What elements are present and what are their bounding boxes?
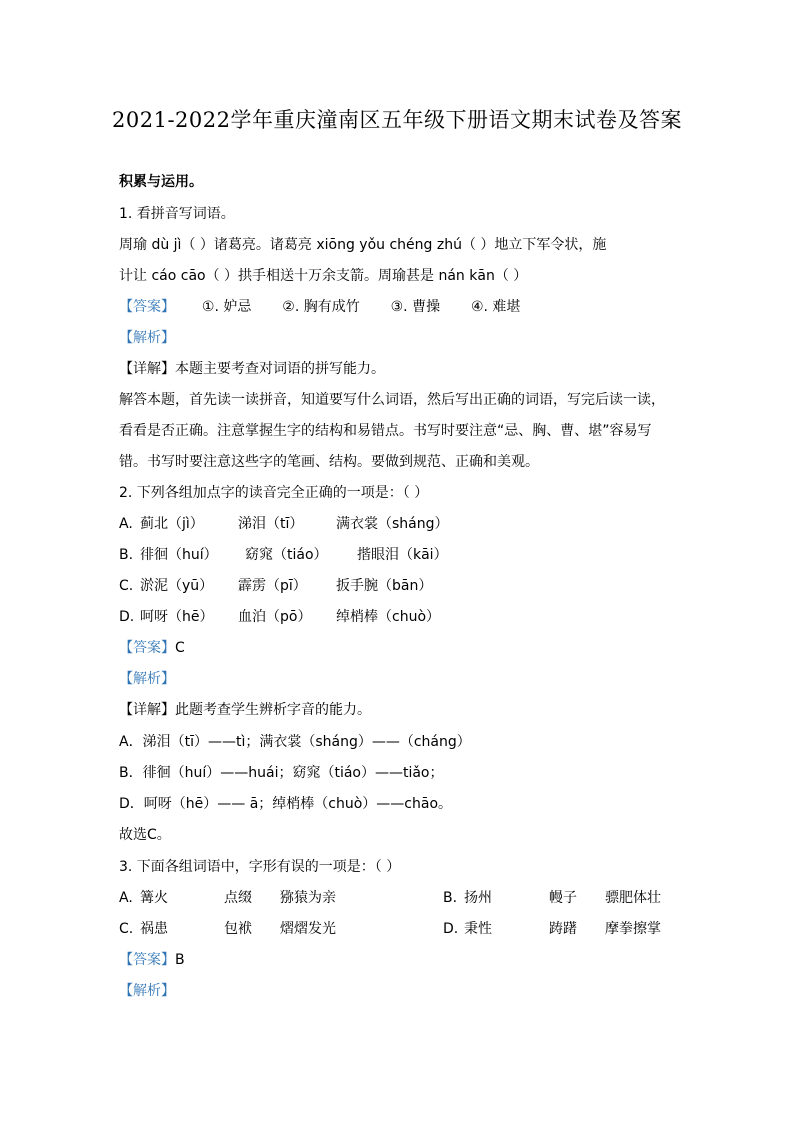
section-heading: 积累与运用。 [119,174,203,190]
q2-option-b-3: 揩眼泪（kāi） [357,547,448,563]
q1-explain-2: 看看是否正确。注意掌握生字的结构和易错点。书写时要注意“忌、胸、曹、堪”容易写 [119,423,652,439]
q3-option-a-3: 猕猿为亲 [280,890,336,906]
q2-option-c-1: 淤泥（yū） [140,578,214,594]
analysis-label: 【解析】 [119,671,175,687]
q1-explain-1: 解答本题，首先读一读拼音，知道要写什么词语，然后写出正确的词语，写完后读一读， [119,392,665,408]
q3-option-a-2: 点缀 [224,890,252,906]
q2-explain-1: A．涕泪（tī）——tì；满衣裳（sháng）——（cháng） [119,734,471,750]
q3-option-d-letter: D. [443,921,459,937]
q1-explain-3: 错。书写时要注意这些字的笔画、结构。要做到规范、正确和美观。 [119,454,539,470]
q3-option-d-1: 秉性 [464,921,492,937]
q2-option-d-2: 血泊（pō） [238,609,312,625]
q3-option-c-1: 祸患 [140,921,168,937]
detail-label: 【详解】 [119,361,175,377]
q1-answer-3: ③. 曹操 [390,299,441,315]
answer-label: 【答案】 [119,640,175,656]
q2-option-b-letter: B. [119,547,134,563]
q1-line1: 周瑜 dù jì（ ）诸葛亮。诸葛亮 xiōng yǒu chéng zhú（ ）地立下军令状，施 [119,237,607,253]
q2-option-b-1: 徘徊（huí） [140,547,218,563]
q1-detail [119,360,385,378]
q2-explain-4: 故选C。 [119,827,171,843]
answer-label: 【答案】 [119,299,175,315]
q3-option-d-3: 摩拳擦掌 [605,921,661,937]
q1-answer-4: ④. 难堪 [470,299,521,315]
q1-answer-row [119,298,520,316]
q3-option-c-3: 熠熠发光 [280,921,336,937]
analysis-label: 【解析】 [119,983,175,999]
q3-option-b-letter: B. [443,890,458,906]
q2-option-d-3: 绰梢棒（chuò） [336,609,441,625]
analysis-label: 【解析】 [119,330,175,346]
q3-option-b-2: 幔子 [549,890,577,906]
q3-option-d-2: 踌躇 [549,921,577,937]
q3-answer-row [119,951,185,969]
q3-option-c-2: 包袱 [224,921,252,937]
q2-explain-2: B．徘徊（huí）——huái；窈窕（tiáo）——tiǎo； [119,765,444,781]
q3-answer: B [175,952,185,968]
q2-option-c-3: 扳手腕（bān） [336,578,433,594]
q3-option-a-letter: A. [119,890,133,906]
q1-answer-2: ②. 胸有成竹 [282,299,360,315]
q3-option-c-letter: C. [119,921,134,937]
q2-option-d-letter: D. [119,609,135,625]
q2-explain-3: D．呵呀（hē）—— ā；绰梢棒（chuò）——chāo。 [119,796,453,812]
q2-answer-row [119,639,185,657]
answer-label: 【答案】 [119,952,175,968]
q3-option-b-1: 扬州 [464,890,492,906]
q2-option-b-2: 窈窕（tiáo） [245,547,328,563]
q1-detail-text: 本题主要考查对词语的拼写能力。 [175,361,385,377]
q1-answer-1: ①. 妒忌 [201,299,252,315]
q2-option-a-letter: A. [119,516,133,532]
q2-detail [119,701,371,719]
q2-option-a-3: 满衣裳（sháng） [336,516,449,532]
q2-option-c-2: 霹雳（pī） [238,578,307,594]
q1-question: 1. 看拼音写词语。 [119,206,235,222]
detail-label: 【详解】 [119,702,175,718]
page-title: 2021-2022学年重庆潼南区五年级下册语文期末试卷及答案 [112,108,682,132]
q3-option-a-1: 篝火 [140,890,168,906]
q2-answer: C [175,640,185,656]
q2-question: 2. 下列各组加点字的读音完全正确的一项是：（ ） [119,485,429,501]
q2-option-a-2: 涕泪（tī） [238,516,304,532]
q1-line2: 计让 cáo cāo（ ）拱手相送十万余支箭。周瑜甚是 nán kān（ ） [119,268,528,284]
q2-option-d-1: 呵呀（hē） [140,609,214,625]
q2-option-a-1: 蓟北（jì） [140,516,204,532]
q3-question: 3. 下面各组词语中，字形有误的一项是：（ ） [119,859,401,875]
q3-option-b-3: 骠肥体壮 [605,890,661,906]
q2-detail-text: 此题考查学生辨析字音的能力。 [175,702,371,718]
q2-option-c-letter: C. [119,578,134,594]
